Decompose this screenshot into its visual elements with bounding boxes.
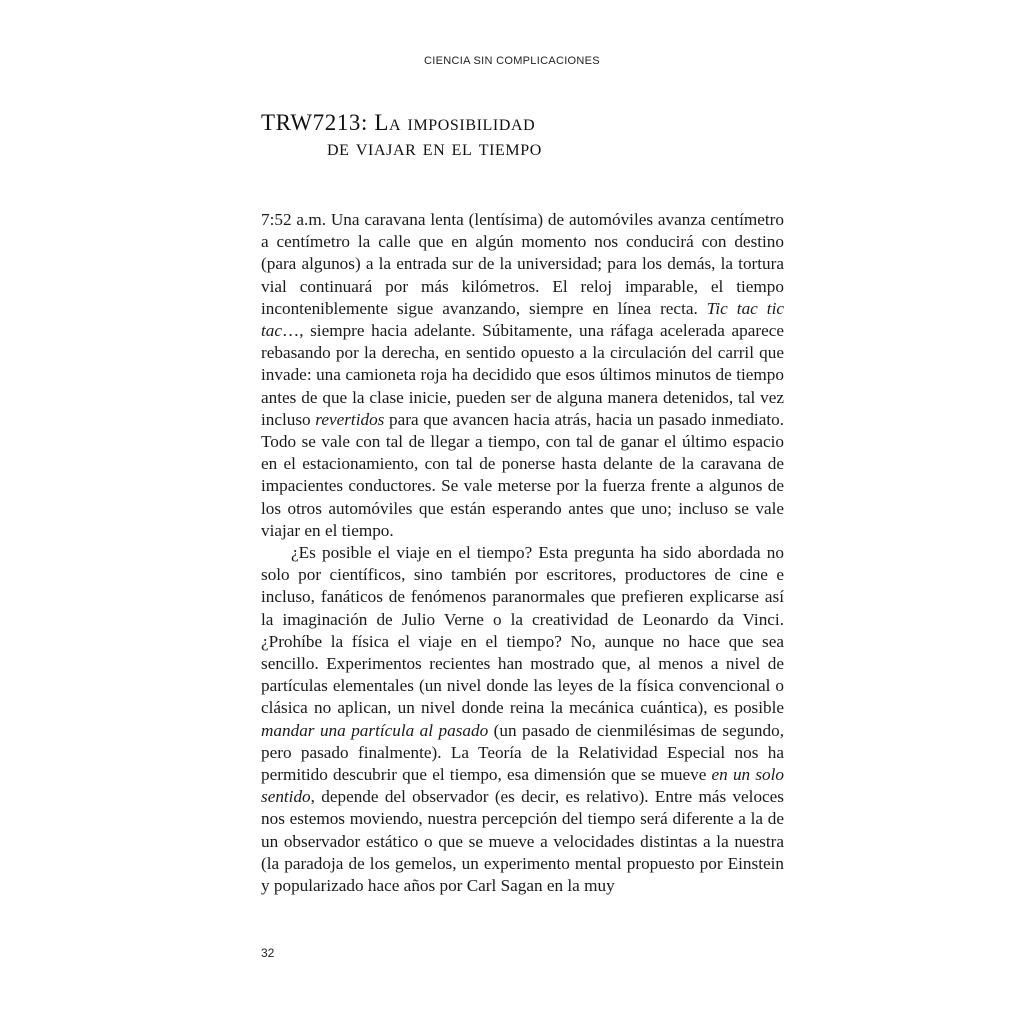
body-text <box>261 209 784 897</box>
italic-run: Tic tac tic tac <box>261 298 784 341</box>
text-run: ¿Es posible el viaje en el tiempo? Esta pregunta ha sido abordada no solo por científicos, sino también por escritores, productores de cine e incluso, fanáticos de fenómenos paranormales que prefieren explicarse así la imaginación de Julio Verne o la creatividad de Leonardo da Vinci. ¿Prohíbe la física el viaje en el tiempo? No, aunque no hace que sea sencillo. Experimentos recientes han mostrado que, al menos a nivel de partículas elementales (un nivel donde las leyes de la física convencional o clásica no aplican, un nivel donde reina la mecánica cuántica), es posible <box>261 543 784 718</box>
text-run: 7:52 a.m. Una caravana lenta (lentísima) de automóviles avanza centímetro a centímetro la calle que en algún momento nos conducirá con destino (para algunos) a la entrada sur de la universidad; para los demás, la tortura vial continuará por más kilómetros. El reloj imparable, el tiempo inconteniblemente sigue avanzando, siempre en línea recta. <box>261 210 784 318</box>
chapter-title-line-2: de viajar en el tiempo <box>327 135 542 160</box>
italic-run: en un solo sentido <box>261 765 784 807</box>
chapter-title-line-1: TRW7213: La imposibilidad <box>261 110 536 135</box>
text-run: (un pasado de cienmilésimas de segundo, pero pasado finalmente). La Teoría de la Relatividad Especial nos ha permitido descubrir que el tiempo, esa dimensión que se mueve <box>261 720 784 785</box>
italic-run: mandar una partícula al pasado <box>261 720 489 740</box>
text-run: para que avancen hacia atrás, hacia un pasado inmediato. Todo se vale con tal de llegar a tiempo, con tal de ganar el último espacio en el estacionamiento, con tal de ponerse hasta delante de la caravana de impacientes conductores. Se vale meterse por la fuerza frente a algunos de los otros automóviles que están esperando antes que uno; incluso se vale viajar en el tiempo. <box>261 409 784 540</box>
paragraph <box>261 209 784 542</box>
text-run: …, siempre hacia adelante. Súbitamente, una ráfaga acelerada aparece rebasando por la derecha, en sentido opuesto a la circulación del carril que invade: una camioneta roja ha decidido que esos últimos minutos de tiempo antes de que la clase inicie, pueden ser de alguna manera detenidos, tal vez incluso <box>261 321 784 429</box>
paragraph <box>261 542 784 897</box>
chapter-title <box>261 108 861 158</box>
page-number: 32 <box>261 946 275 960</box>
running-header: CIENCIA SIN COMPLICACIONES <box>424 55 600 67</box>
text-run: , depende del observador (es decir, es relativo). Entre más veloces nos estemos moviendo, nuestra percepción del tiempo será diferente a la de un observador estático o que se mueve a velocidades distintas a la nuestra (la paradoja de los gemelos, un experimento mental propuesto por Einstein y popularizado hace años por Carl Sagan en la muy <box>261 787 784 896</box>
italic-run: revertidos <box>315 409 385 429</box>
